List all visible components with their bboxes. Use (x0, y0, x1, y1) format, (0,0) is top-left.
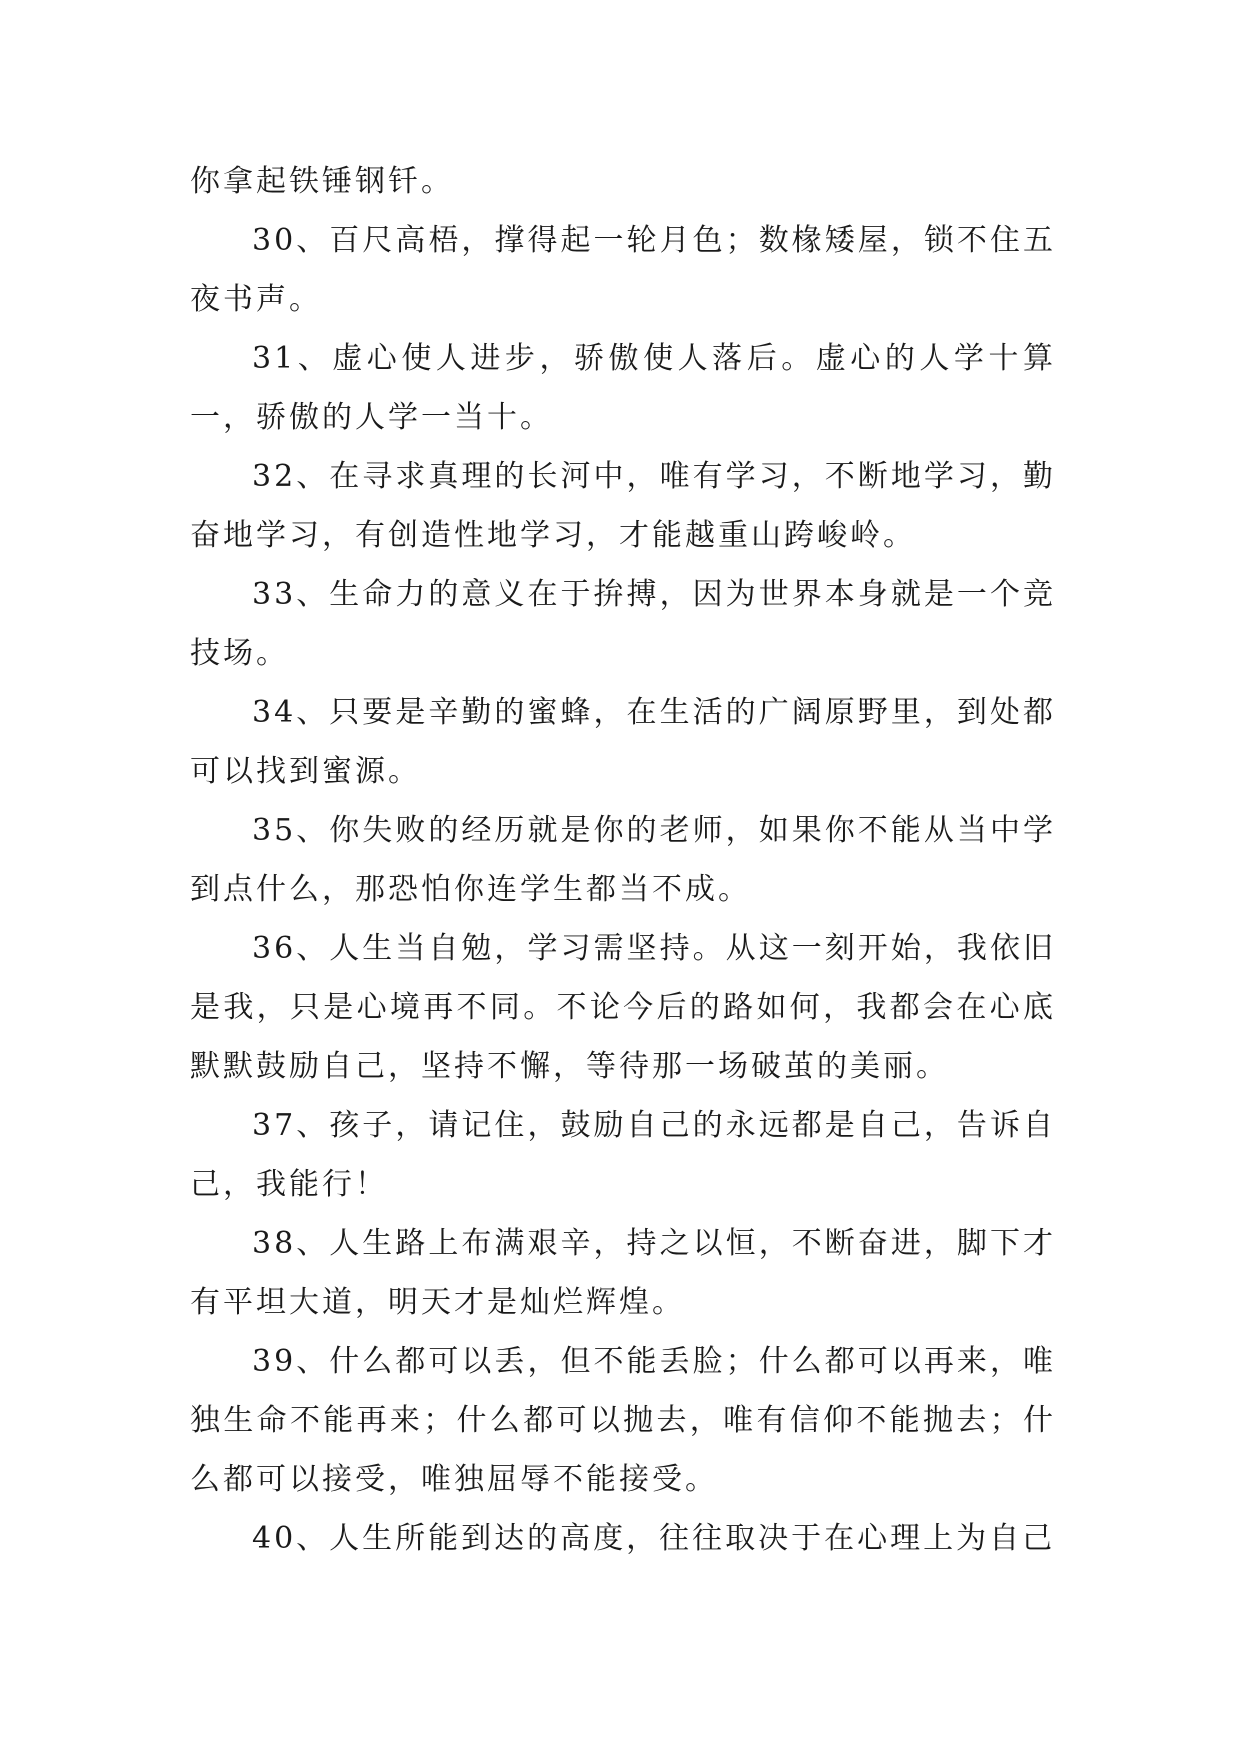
paragraph: 40、人生所能到达的高度，往往取决于在心理上为自己 (252, 1521, 1056, 1556)
paragraph: 31、虚心使人进步，骄傲使人落后。虚心的人学十算一，骄傲的人学一当十。 (190, 341, 1056, 435)
paragraph: 38、人生路上布满艰辛，持之以恒，不断奋进，脚下才有平坦大道，明天才是灿烂辉煌。 (190, 1226, 1056, 1320)
document-body (190, 152, 1056, 1568)
paragraph: 35、你失败的经历就是你的老师，如果你不能从当中学到点什么，那恐怕你连学生都当不成。 (190, 813, 1056, 907)
paragraph: 34、只要是辛勤的蜜蜂，在生活的广阔原野里，到处都可以找到蜜源。 (190, 695, 1056, 789)
paragraph: 36、人生当自勉，学习需坚持。从这一刻开始，我依旧是我，只是心境再不同。不论今后的路如何，我都会在心底默默鼓励自己，坚持不懈，等待那一场破茧的美丽。 (190, 931, 1056, 1084)
paragraph: 32、在寻求真理的长河中，唯有学习，不断地学习，勤奋地学习，有创造性地学习，才能越重山跨峻岭。 (190, 459, 1056, 553)
paragraph: 33、生命力的意义在于拚搏，因为世界本身就是一个竞技场。 (190, 577, 1056, 671)
paragraph: 你拿起铁锤钢钎。 (190, 164, 454, 199)
paragraph: 30、百尺高梧，撑得起一轮月色；数椽矮屋，锁不住五夜书声。 (190, 223, 1056, 317)
paragraph: 37、孩子，请记住，鼓励自己的永远都是自己，告诉自己，我能行！ (190, 1108, 1056, 1202)
paragraph: 39、什么都可以丢，但不能丢脸；什么都可以再来，唯独生命不能再来；什么都可以抛去，唯有信仰不能抛去；什么都可以接受，唯独屈辱不能接受。 (190, 1344, 1056, 1497)
